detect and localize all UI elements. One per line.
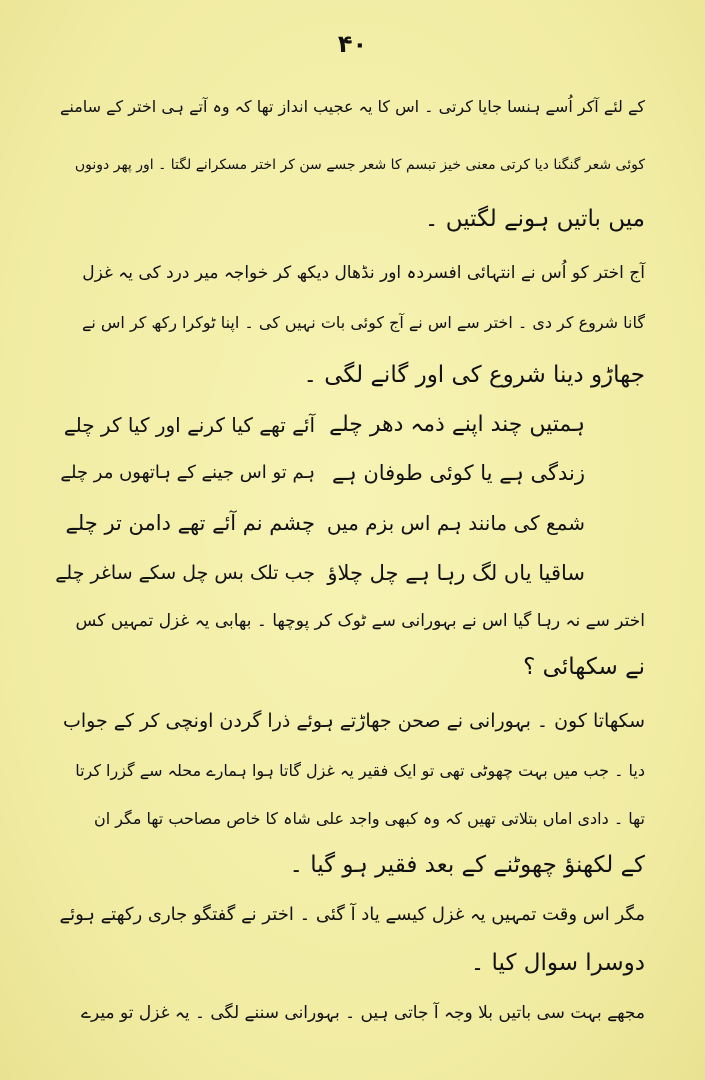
text-line: اختر سے نہ رہا گیا اس نے بہورانی سے ٹوک کر پوچھا ۔ بھابی یہ غزل تمہیں کس [75,611,645,631]
text-line: کوئی شعر گنگنا دیا کرتی معنی خیز تبسم کا شعر جسے سن کر اختر مسکرانے لگتا ۔ اور پھر دونوں [74,157,645,173]
poem-line-right: زندگی ہے یا کوئی طوفان ہے [332,461,585,485]
text-line: نے سکھائی ؟ [523,654,645,680]
poem-line-right: ہمتیں چند اپنے ذمہ دھر چلے [329,412,585,437]
text-line: دیا ۔ جب میں بہت چھوٹی تھی تو ایک فقیر یہ غزل گاتا ہوا ہمارے محلہ سے گزرا کرتا [75,761,645,780]
text-line: تھا ۔ دادی اماں بتلاتی تھیں کہ وہ کبھی واجد علی شاہ کا خاص مصاحب تھا مگر ان [93,809,645,828]
text-line: سکھاتا کون ۔ بہورانی نے صحن جھاڑتے ہوئے ذرا گردن اونچی کر کے جواب [63,710,645,732]
text-line: گانا شروع کر دی ۔ اختر سے اس نے آج کوئی بات نہیں کی ۔ اپنا ٹوکرا رکھ کر اس نے [81,313,645,332]
text-line: دوسرا سوال کیا ۔ [470,950,645,976]
text-line: مجھے بہت سی باتیں بلا وجہ آ جاتی ہیں ۔ بہورانی سننے لگی ۔ یہ غزل تو میرے [81,1003,645,1023]
page-number: ۴۰ [337,30,368,58]
poem-line-left: آئے تھے کیا کرنے اور کیا کر چلے [63,413,315,437]
text-line: میں باتیں ہونے لگتیں ۔ [424,206,645,232]
text-line: آج اختر کو اُس نے انتہائی افسردہ اور نڈھال دیکھ کر خواجہ میر درد کی یہ غزل [82,263,645,283]
text-line: مگر اس وقت تمہیں یہ غزل کیسے یاد آ گئی ۔ اختر نے گفتگو جاری رکھتے ہوئے [59,904,645,925]
poem-line-left: جب تلک بس چل سکے ساغر چلے [55,562,315,584]
poem-line-left: ہم تو اس جینے کے ہاتھوں مر چلے [60,462,315,483]
text-line: کے لئے آکر اُسے ہنسا جایا کرتی ۔ اس کا یہ عجیب انداز تھا کہ وہ آتے ہی اختر کے سامنے [60,97,645,116]
text-line: کے لکھنؤ چھوٹنے کے بعد فقیر ہو گیا ۔ [289,852,645,878]
text-line: جھاڑو دینا شروع کی اور گانے لگی ۔ [303,362,645,388]
poem-line-right: شمع کی مانند ہم اس بزم میں [326,511,585,535]
poem-line-left: چشم نم آئے تھے دامن تر چلے [65,511,315,535]
poem-line-right: ساقیا یاں لگ رہا ہے چل چلاؤ [327,561,585,585]
